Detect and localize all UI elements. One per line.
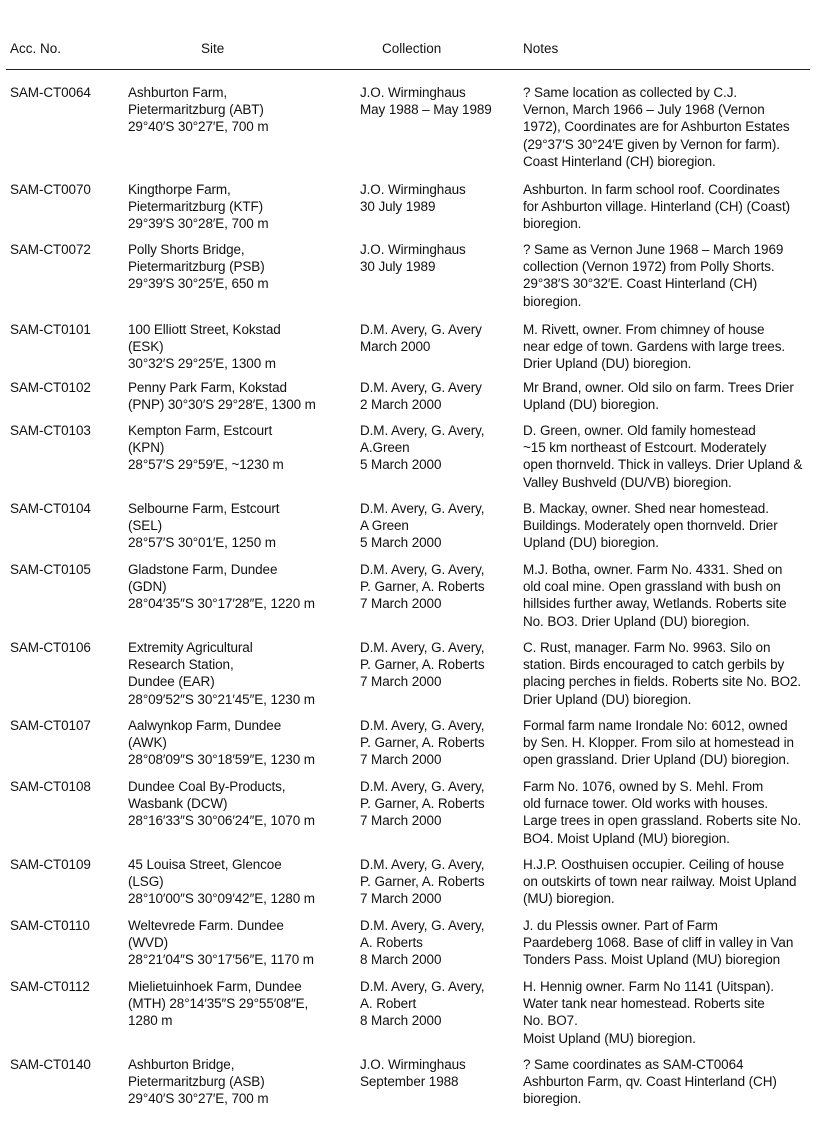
cell-acc-no: SAM-CT0112 — [10, 979, 90, 994]
cell-acc-no: SAM-CT0108 — [10, 779, 91, 794]
cell-site: Gladstone Farm, Dundee (GDN) 28°04′35″S 30°17′28″E, 1220 m — [128, 562, 315, 612]
cell-notes: H. Hennig owner. Farm No 1141 (Uitspan). Water tank near homestead. Roberts site No. BO7. Moist Upland (MU) bioregion. — [523, 979, 774, 1046]
cell-acc-no: SAM-CT0109 — [10, 857, 91, 872]
cell-acc-no: SAM-CT0064 — [10, 85, 91, 100]
cell-collection: D.M. Avery, G. Avery March 2000 — [360, 322, 482, 355]
cell-site: Penny Park Farm, Kokstad (PNP) 30°30′S 29°28′E, 1300 m — [128, 380, 316, 413]
cell-notes: Mr Brand, owner. Old silo on farm. Trees Drier Upland (DU) bioregion. — [523, 380, 794, 413]
cell-site: Dundee Coal By-Products, Wasbank (DCW) 28°16′33″S 30°06′24″E, 1070 m — [128, 779, 315, 829]
cell-site: Weltevrede Farm. Dundee (WVD) 28°21′04″S 30°17′56″E, 1170 m — [128, 918, 314, 968]
cell-collection: D.M. Avery, G. Avery, A. Robert 8 March 2000 — [360, 979, 485, 1029]
cell-collection: D.M. Avery, G. Avery, P. Garner, A. Roberts 7 March 2000 — [360, 562, 485, 612]
cell-acc-no: SAM-CT0070 — [10, 182, 91, 197]
header-rule — [6, 69, 810, 70]
cell-collection: D.M. Avery, G. Avery, A. Roberts 8 March 2000 — [360, 918, 485, 968]
cell-notes: D. Green, owner. Old family homestead ~15 km northeast of Estcourt. Moderately open thornveld. Thick in valleys. Drier Upland & Valley Bushveld (DU/VB) bioregion. — [523, 423, 803, 490]
cell-notes: Formal farm name Irondale No: 6012, owned by Sen. H. Klopper. From silo at homestead in open grassland. Drier Upland (DU) bioregion. — [523, 718, 794, 768]
cell-site: 100 Elliott Street, Kokstad (ESK) 30°32′S 29°25′E, 1300 m — [128, 322, 281, 372]
cell-collection: J.O. Wirminghaus 30 July 1989 — [360, 182, 466, 215]
cell-site: Kempton Farm, Estcourt (KPN) 28°57′S 29°59′E, ~1230 m — [128, 423, 284, 473]
header-collection: Collection — [382, 41, 442, 56]
cell-site: Aalwynkop Farm, Dundee (AWK) 28°08′09″S 30°18′59″E, 1230 m — [128, 718, 315, 768]
cell-collection: D.M. Avery, G. Avery, P. Garner, A. Roberts 7 March 2000 — [360, 640, 485, 690]
cell-site: Mielietuinhoek Farm, Dundee (MTH) 28°14′35″S 29°55′08″E, 1280 m — [128, 979, 309, 1029]
cell-collection: D.M. Avery, G. Avery, A Green 5 March 2000 — [360, 501, 485, 551]
cell-site: Extremity Agricultural Research Station, Dundee (EAR) 28°09′52″S 30°21′45″E, 1230 m — [128, 640, 315, 707]
header-notes: Notes — [523, 41, 559, 56]
cell-acc-no: SAM-CT0140 — [10, 1057, 91, 1072]
cell-notes: J. du Plessis owner. Part of Farm Paardeberg 1068. Base of cliff in valley in Van Tonders Pass. Moist Upland (MU) bioregion — [523, 918, 794, 968]
cell-notes: M. Rivett, owner. From chimney of house near edge of town. Gardens with large trees. Drier Upland (DU) bioregion. — [523, 322, 786, 372]
cell-acc-no: SAM-CT0105 — [10, 562, 91, 577]
cell-site: Kingthorpe Farm, Pietermaritzburg (KTF) 29°39′S 30°28′E, 700 m — [128, 182, 269, 232]
cell-site: Selbourne Farm, Estcourt (SEL) 28°57′S 30°01′E, 1250 m — [128, 501, 280, 551]
cell-acc-no: SAM-CT0102 — [10, 380, 91, 395]
cell-collection: J.O. Wirminghaus September 1988 — [360, 1057, 466, 1090]
cell-notes: H.J.P. Oosthuisen occupier. Ceiling of house on outskirts of town near railway. Moist Upland (MU) bioregion. — [523, 857, 797, 907]
cell-acc-no: SAM-CT0110 — [10, 918, 90, 933]
header-acc-no: Acc. No. — [10, 41, 62, 56]
cell-acc-no: SAM-CT0104 — [10, 501, 91, 516]
cell-notes: ? Same location as collected by C.J. Vernon, March 1966 – July 1968 (Vernon 1972), Coordinates are for Ashburton Estates (29°37′S 30°24′E given by Vernon for farm). Coast Hinterland (CH) bioregion. — [523, 85, 790, 169]
cell-acc-no: SAM-CT0103 — [10, 423, 91, 438]
cell-collection: D.M. Avery, G. Avery, P. Garner, A. Roberts 7 March 2000 — [360, 857, 485, 907]
cell-site: Polly Shorts Bridge, Pietermaritzburg (PSB) 29°39′S 30°25′E, 650 m — [128, 242, 269, 292]
cell-notes: M.J. Botha, owner. Farm No. 4331. Shed on old coal mine. Open grassland with bush on hillsides further away, Wetlands. Roberts site No. BO3. Drier Upland (DU) bioregion. — [523, 562, 787, 629]
cell-collection: D.M. Avery, G. Avery 2 March 2000 — [360, 380, 482, 413]
cell-acc-no: SAM-CT0106 — [10, 640, 91, 655]
cell-collection: D.M. Avery, G. Avery, A.Green 5 March 2000 — [360, 423, 485, 473]
cell-notes: B. Mackay, owner. Shed near homestead. Buildings. Moderately open thornveld. Drier Upland (DU) bioregion. — [523, 501, 778, 551]
cell-notes: C. Rust, manager. Farm No. 9963. Silo on station. Birds encouraged to catch gerbils by placing perches in fields. Roberts site No. BO2. Drier Upland (DU) bioregion. — [523, 640, 802, 707]
cell-notes: ? Same as Vernon June 1968 – March 1969 collection (Vernon 1972) from Polly Shorts. 29°38′S 30°32′E. Coast Hinterland (CH) bioregion. — [523, 242, 784, 309]
cell-collection: J.O. Wirminghaus 30 July 1989 — [360, 242, 466, 275]
cell-site: Ashburton Bridge, Pietermaritzburg (ASB) 29°40′S 30°27′E, 700 m — [128, 1057, 269, 1107]
cell-collection: D.M. Avery, G. Avery, P. Garner, A. Roberts 7 March 2000 — [360, 718, 485, 768]
cell-site: Ashburton Farm, Pietermaritzburg (ABT) 29°40′S 30°27′E, 700 m — [128, 85, 269, 135]
cell-notes: Farm No. 1076, owned by S. Mehl. From old furnace tower. Old works with houses. Large trees in open grassland. Roberts site No. BO4. Moist Upland (MU) bioregion. — [523, 779, 802, 846]
cell-acc-no: SAM-CT0101 — [10, 322, 91, 337]
cell-collection: D.M. Avery, G. Avery, P. Garner, A. Roberts 7 March 2000 — [360, 779, 485, 829]
cell-notes: Ashburton. In farm school roof. Coordinates for Ashburton village. Hinterland (CH) (Coast) bioregion. — [523, 182, 791, 232]
cell-site: 45 Louisa Street, Glencoe (LSG) 28°10′00″S 30°09′42″E, 1280 m — [128, 857, 315, 907]
header-site: Site — [201, 41, 225, 56]
cell-notes: ? Same coordinates as SAM-CT0064 Ashburton Farm, qv. Coast Hinterland (CH) bioregion. — [523, 1057, 777, 1107]
cell-acc-no: SAM-CT0107 — [10, 718, 91, 733]
cell-collection: J.O. Wirminghaus May 1988 – May 1989 — [360, 85, 492, 118]
cell-acc-no: SAM-CT0072 — [10, 242, 91, 257]
